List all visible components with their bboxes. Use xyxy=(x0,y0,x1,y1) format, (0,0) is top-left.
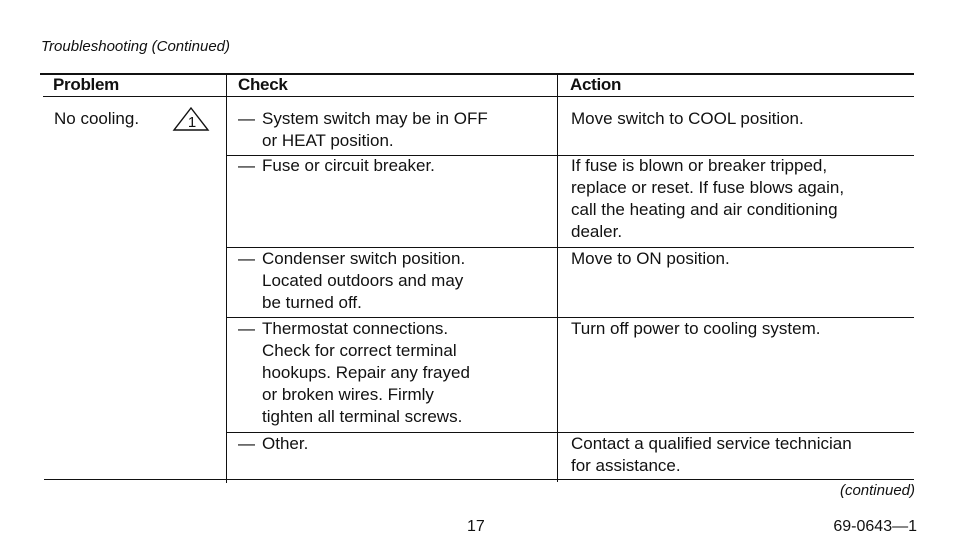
check-cell: System switch may be in OFF or HEAT position. xyxy=(262,109,488,150)
row-dash: — xyxy=(238,434,255,453)
header-bottom-rule xyxy=(43,96,914,97)
document-number: 69-0643—1 xyxy=(833,518,917,535)
page-number: 17 xyxy=(467,518,485,535)
check-cell: Condenser switch position. Located outdoors and may be turned off. xyxy=(262,249,466,312)
action-cell: Move to ON position. xyxy=(571,249,730,268)
continued-label: (continued) xyxy=(839,482,915,499)
table-top-rule xyxy=(40,73,914,75)
column-divider-2 xyxy=(557,73,558,482)
action-cell: Contact a qualified service technician for assistance. xyxy=(571,434,852,475)
problem-text: No cooling. xyxy=(54,109,140,128)
warning-number: 1 xyxy=(187,114,197,131)
action-cell: Turn off power to cooling system. xyxy=(571,319,821,338)
action-cell: Move switch to COOL position. xyxy=(571,109,804,128)
row-dash: — xyxy=(238,109,255,128)
check-cell: Other. xyxy=(262,434,309,453)
row-dash: — xyxy=(238,156,255,175)
row-dash: — xyxy=(238,249,255,268)
header-problem: Problem xyxy=(53,75,119,94)
header-check: Check xyxy=(238,75,288,94)
warning-triangle-icon xyxy=(172,106,210,137)
header-action: Action xyxy=(570,75,622,94)
column-divider-1 xyxy=(226,73,227,483)
section-heading: Troubleshooting (Continued) xyxy=(41,38,231,55)
check-cell: Fuse or circuit breaker. xyxy=(262,156,435,175)
check-cell: Thermostat connections. Check for correct terminal hookups. Repair any frayed or broken wires. Firmly tighten all terminal screws. xyxy=(262,319,470,426)
action-cell: If fuse is blown or breaker tripped, replace or reset. If fuse blows again, call the heating and air conditioning dealer. xyxy=(571,156,845,241)
table-bottom-rule xyxy=(44,479,914,480)
row-dash: — xyxy=(238,319,255,338)
